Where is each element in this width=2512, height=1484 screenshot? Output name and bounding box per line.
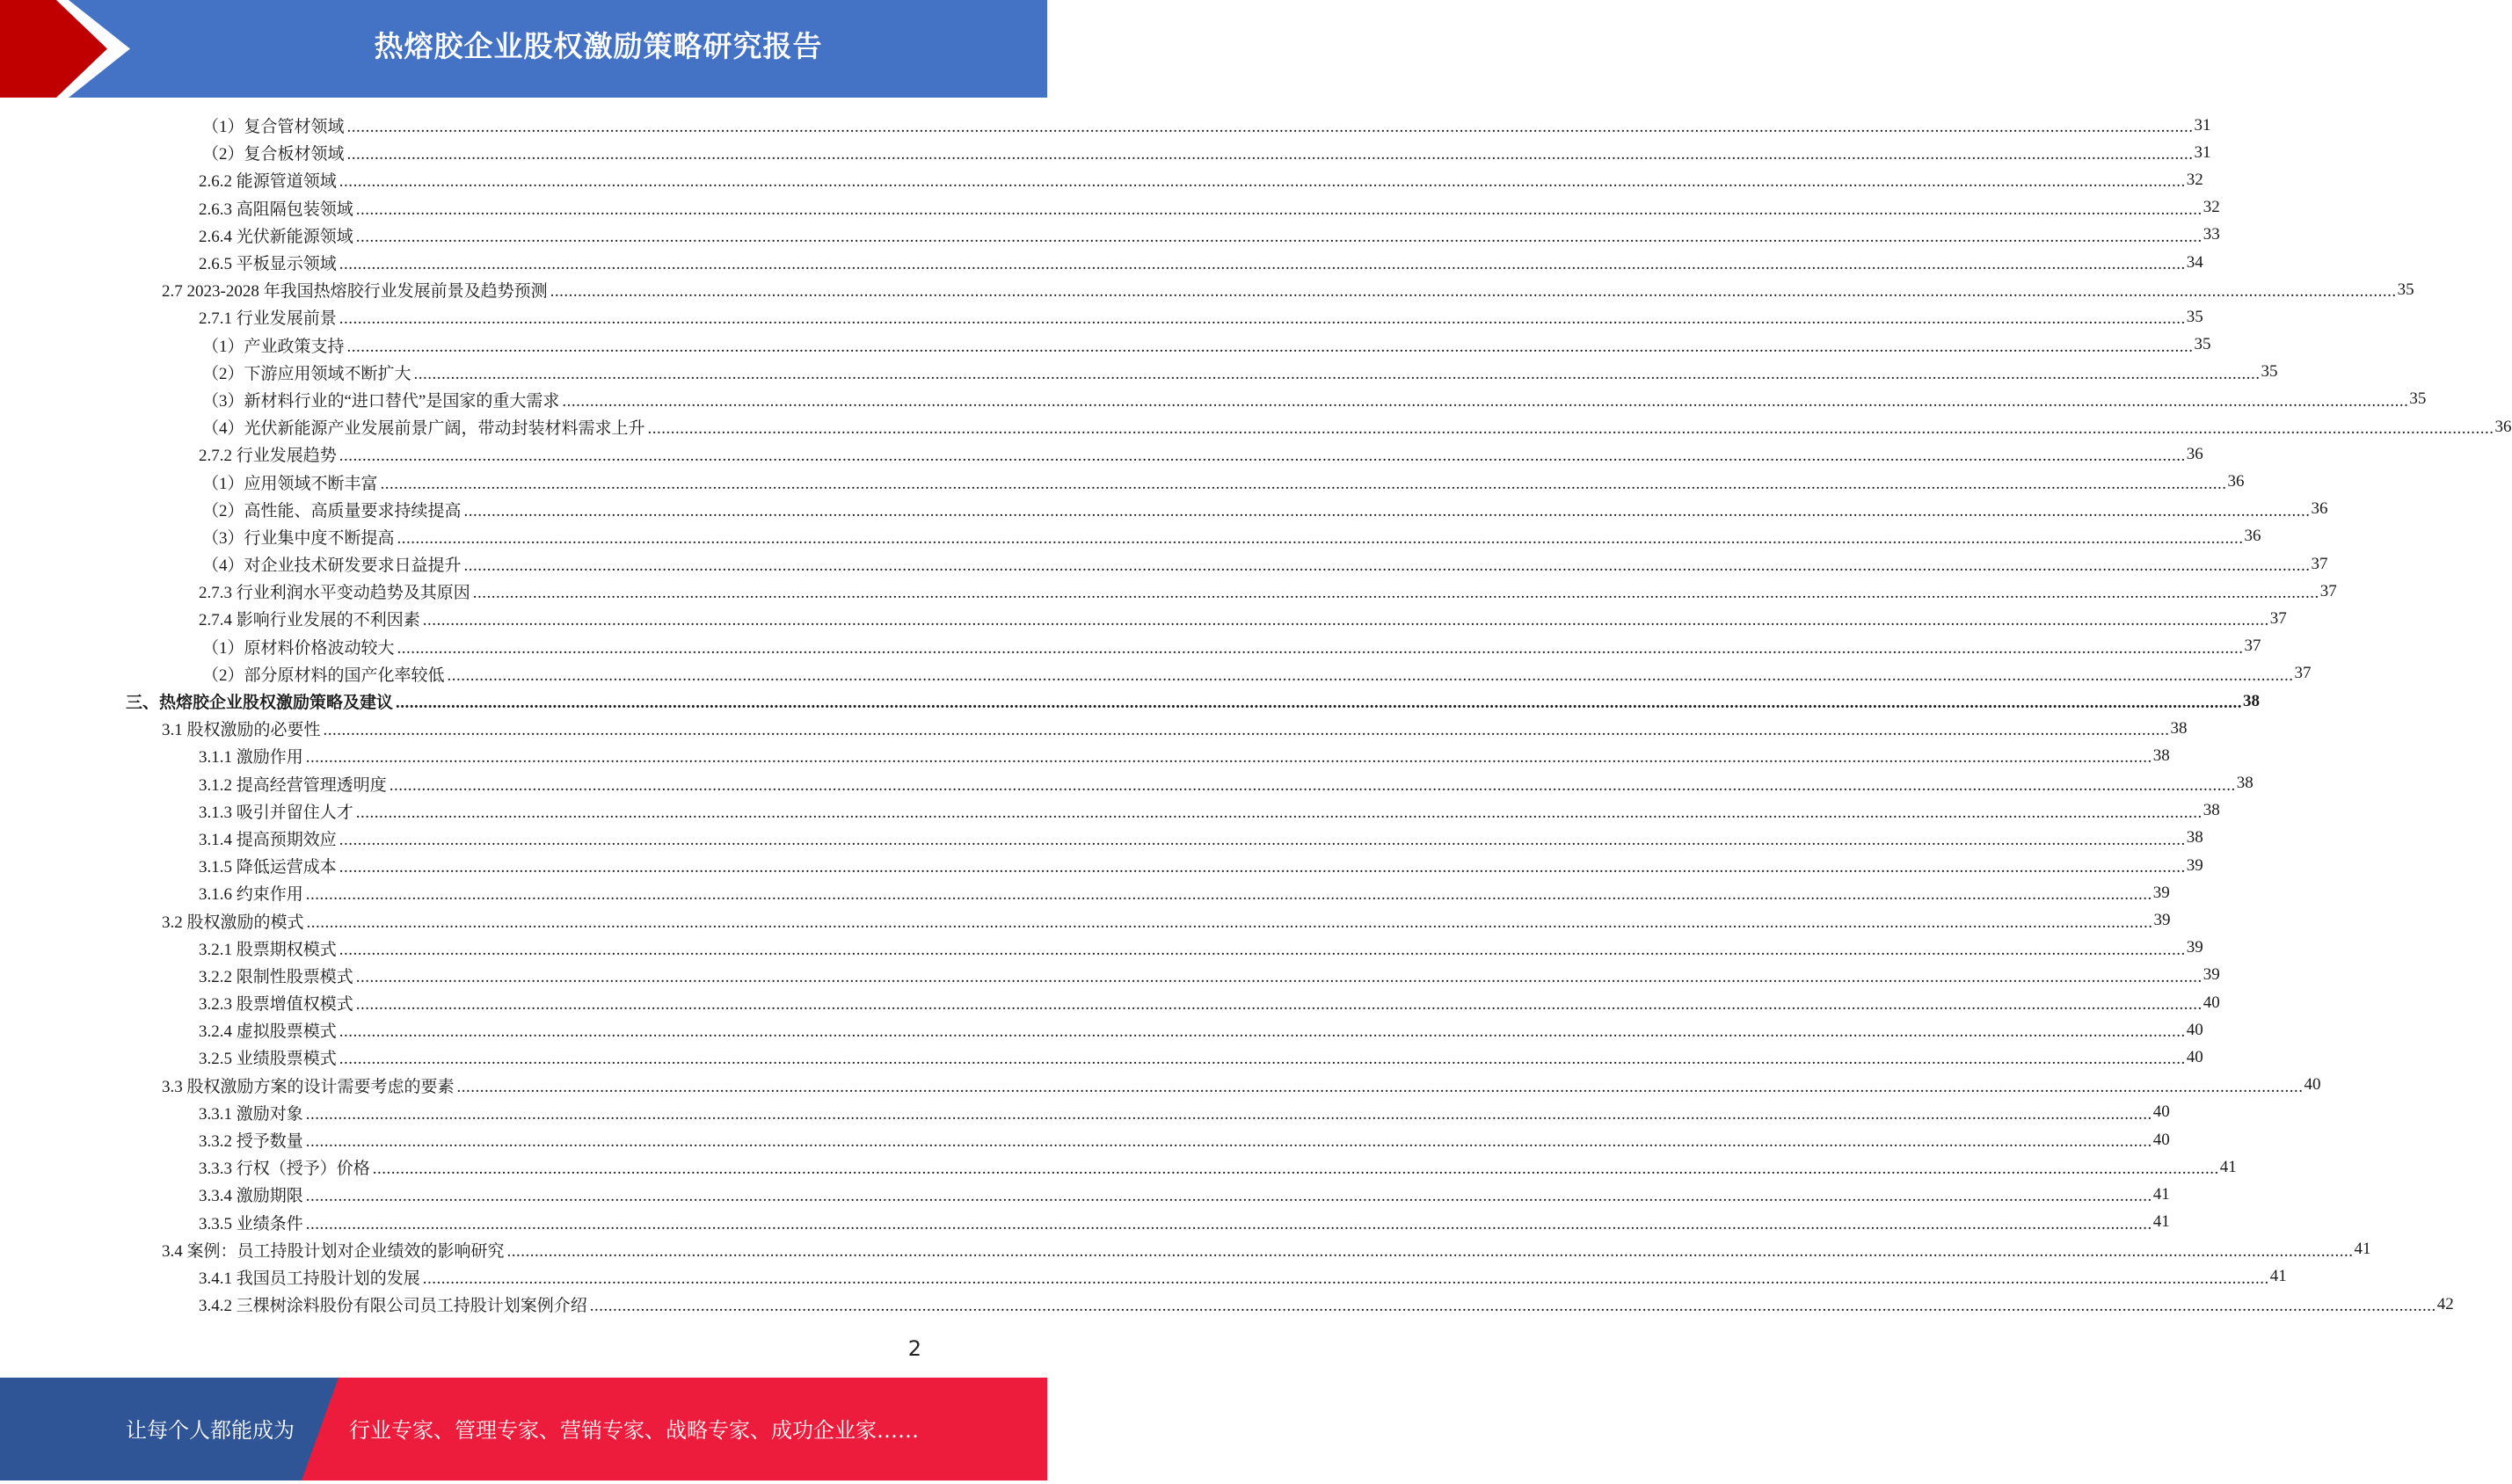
toc-entry[interactable] — [0, 413, 2512, 440]
toc-entry-page: 39 — [2153, 911, 2171, 930]
toc-dot-leader: ................................................................................................................................................................................................................................................................................................................................................................................................................ — [456, 1077, 2304, 1096]
toc-dot-leader: ................................................................................................................................................................................................................................................................................................................................................................................................................ — [305, 1187, 2152, 1206]
toc-entry-page: 37 — [2244, 637, 2261, 656]
toc-entry-title: 2.6.2 能源管道领域 — [199, 172, 337, 192]
toc-entry-title: 3.2.3 股票增值权模式 — [199, 995, 353, 1015]
toc-entry-page: 38 — [2243, 691, 2261, 710]
toc-entry-title: （1）应用领域不断丰富 — [202, 474, 378, 493]
toc-dot-leader: ................................................................................................................................................................................................................................................................................................................................................................................................................ — [389, 775, 2236, 795]
toc-entry[interactable] — [0, 633, 2261, 660]
toc-entry[interactable] — [0, 523, 2261, 550]
toc-entry-page: 39 — [2186, 855, 2203, 875]
toc-entry[interactable] — [0, 1072, 2321, 1099]
toc-entry-page: 41 — [2152, 1212, 2170, 1232]
page-footer — [0, 1378, 1047, 1480]
toc-entry-title: 2.7.2 行业发展趋势 — [199, 447, 337, 466]
toc-entry-page: 40 — [2152, 1130, 2170, 1149]
toc-dot-leader: ................................................................................................................................................................................................................................................................................................................................................................................................................ — [305, 1214, 2152, 1233]
toc-entry-title: 3.1.5 降低运营成本 — [199, 858, 337, 877]
toc-entry-title: （4）对企业技术研发要求日益提升 — [202, 556, 462, 576]
toc-dot-leader: ................................................................................................................................................................................................................................................................................................................................................................................................................ — [447, 666, 2294, 685]
toc-entry-page: 39 — [2203, 965, 2220, 985]
toc-entry-page: 35 — [2409, 389, 2427, 409]
toc-entry-title: 3.4.1 我国员工持股计划的发展 — [199, 1269, 420, 1288]
toc-entry[interactable] — [0, 1263, 2287, 1291]
toc-entry-title: 三、热熔胶企业股权激励策略及建议 — [126, 694, 394, 713]
toc-dot-leader: ................................................................................................................................................................................................................................................................................................................................................................................................................ — [339, 940, 2186, 959]
toc-entry[interactable] — [0, 550, 2328, 578]
toc-entry-page: 39 — [2186, 938, 2203, 957]
toc-dot-leader: ................................................................................................................................................................................................................................................................................................................................................................................................................ — [372, 1160, 2219, 1179]
toc-dot-leader: ................................................................................................................................................................................................................................................................................................................................................................................................................ — [339, 858, 2186, 877]
toc-entry[interactable] — [0, 1181, 2170, 1208]
toc-entry-title: 3.1.4 提高预期效应 — [199, 830, 337, 849]
toc-entry-page: 41 — [2152, 1184, 2170, 1204]
toc-entry[interactable] — [0, 825, 2203, 852]
toc-dot-leader: ................................................................................................................................................................................................................................................................................................................................................................................................................ — [305, 885, 2152, 905]
toc-entry[interactable] — [0, 605, 2287, 632]
toc-dot-leader: ................................................................................................................................................................................................................................................................................................................................................................................................................ — [647, 419, 2494, 439]
toc-entry-page: 36 — [2311, 499, 2328, 519]
toc-entry[interactable] — [0, 687, 2261, 715]
toc-dot-leader: ................................................................................................................................................................................................................................................................................................................................................................................................................ — [463, 501, 2311, 520]
toc-entry[interactable] — [0, 1153, 2237, 1181]
toc-entry-title: 3.3.3 行权（授予）价格 — [199, 1160, 370, 1179]
toc-entry[interactable] — [0, 1236, 2371, 1263]
toc-entry-page: 41 — [2354, 1240, 2371, 1259]
footer-roles: 行业专家、管理专家、营销专家、战略专家、成功企业家…… — [349, 1418, 919, 1443]
toc-entry-page: 40 — [2186, 1047, 2203, 1066]
toc-entry[interactable] — [0, 852, 2203, 879]
toc-dot-leader: ................................................................................................................................................................................................................................................................................................................................................................................................................ — [355, 227, 2203, 246]
toc-dot-leader: ................................................................................................................................................................................................................................................................................................................................................................................................................ — [396, 694, 2243, 713]
toc-entry-page: 38 — [2152, 746, 2170, 765]
toc-entry[interactable] — [0, 1291, 2454, 1318]
toc-entry[interactable] — [0, 1099, 2170, 1126]
report-header — [0, 0, 1047, 98]
toc-entry[interactable] — [0, 166, 2203, 193]
toc-dot-leader: ................................................................................................................................................................................................................................................................................................................................................................................................................ — [339, 1050, 2186, 1069]
toc-entry-page: 37 — [2319, 581, 2337, 600]
toc-entry[interactable] — [0, 222, 2220, 249]
toc-entry[interactable] — [0, 496, 2328, 523]
toc-entry-page: 31 — [2194, 142, 2211, 162]
toc-dot-leader: ................................................................................................................................................................................................................................................................................................................................................................................................................ — [305, 1132, 2152, 1152]
toc-dot-leader: ................................................................................................................................................................................................................................................................................................................................................................................................................ — [346, 118, 2194, 137]
toc-entry-page: 38 — [2186, 828, 2203, 847]
toc-dot-leader: ................................................................................................................................................................................................................................................................................................................................................................................................................ — [463, 556, 2311, 576]
toc-entry-title: 3.4 案例：员工持股计划对企业绩效的影响研究 — [162, 1241, 505, 1261]
toc-entry[interactable] — [0, 1126, 2170, 1153]
toc-dot-leader: ................................................................................................................................................................................................................................................................................................................................................................................................................ — [339, 1022, 2186, 1042]
toc-entry[interactable] — [0, 906, 2171, 934]
toc-entry-title: 3.1.1 激励作用 — [199, 748, 303, 767]
toc-entry[interactable] — [0, 770, 2254, 797]
toc-entry-page: 38 — [2203, 801, 2220, 820]
page-number: 2 — [907, 1336, 921, 1361]
toc-entry-page: 40 — [2203, 993, 2220, 1012]
toc-dot-leader: ................................................................................................................................................................................................................................................................................................................................................................................................................ — [305, 1104, 2152, 1124]
report-title: 热熔胶企业股权激励策略研究报告 — [374, 29, 823, 63]
toc-entry-page: 38 — [2236, 774, 2254, 793]
toc-entry-page: 35 — [2194, 335, 2211, 354]
toc-entry-page: 32 — [2203, 198, 2220, 217]
toc-entry-title: 3.3.2 授予数量 — [199, 1132, 303, 1152]
toc-entry-page: 38 — [2170, 718, 2188, 738]
toc-entry-page: 35 — [2261, 362, 2278, 382]
toc-entry[interactable] — [0, 715, 2188, 742]
toc-entry[interactable] — [0, 249, 2203, 276]
toc-entry-title: 3.2.5 业绩股票模式 — [199, 1050, 337, 1069]
toc-entry-title: 2.6.4 光伏新能源领域 — [199, 227, 353, 246]
toc-entry-page: 35 — [2186, 307, 2203, 326]
toc-entry-page: 35 — [2397, 280, 2414, 299]
toc-entry-title: 3.1 股权激励的必要性 — [162, 721, 321, 740]
toc-entry[interactable] — [0, 1016, 2203, 1044]
toc-entry[interactable] — [0, 440, 2203, 468]
toc-dot-leader: ................................................................................................................................................................................................................................................................................................................................................................................................................ — [305, 748, 2152, 767]
toc-entry[interactable] — [0, 879, 2170, 906]
toc-entry-title: （2）复合板材领域 — [202, 145, 345, 164]
toc-entry[interactable] — [0, 797, 2220, 825]
toc-entry-title: 2.6.3 高阻隔包装领域 — [199, 200, 353, 219]
toc-entry[interactable] — [0, 194, 2220, 222]
toc-entry[interactable] — [0, 1209, 2170, 1236]
toc-entry[interactable] — [0, 359, 2278, 386]
toc-dot-leader: ................................................................................................................................................................................................................................................................................................................................................................................................................ — [323, 721, 2170, 740]
toc-dot-leader: ................................................................................................................................................................................................................................................................................................................................................................................................................ — [355, 803, 2203, 822]
toc-entry-title: 2.7.4 影响行业发展的不利因素 — [199, 611, 420, 630]
toc-dot-leader: ................................................................................................................................................................................................................................................................................................................................................................................................................ — [589, 1297, 2436, 1316]
toc-entry-title: （1）原材料价格波动较大 — [202, 638, 395, 658]
toc-entry[interactable] — [0, 386, 2427, 413]
toc-dot-leader: ................................................................................................................................................................................................................................................................................................................................................................................................................ — [355, 200, 2203, 219]
toc-entry-title: 2.7.3 行业利润水平变动趋势及其原因 — [199, 584, 470, 603]
toc-dot-leader: ................................................................................................................................................................................................................................................................................................................................................................................................................ — [506, 1241, 2354, 1261]
toc-dot-leader: ................................................................................................................................................................................................................................................................................................................................................................................................................ — [346, 145, 2194, 164]
toc-dot-leader: ................................................................................................................................................................................................................................................................................................................................................................................................................ — [472, 584, 2319, 603]
toc-entry-title: 3.1.2 提高经营管理透明度 — [199, 775, 387, 795]
toc-dot-leader: ................................................................................................................................................................................................................................................................................................................................................................................................................ — [562, 391, 2409, 411]
toc-entry-title: （3）行业集中度不断提高 — [202, 528, 395, 548]
toc-dot-leader: ................................................................................................................................................................................................................................................................................................................................................................................................................ — [339, 309, 2186, 329]
toc-dot-leader: ................................................................................................................................................................................................................................................................................................................................................................................................................ — [306, 913, 2153, 932]
toc-entry[interactable] — [0, 1044, 2203, 1071]
toc-entry-page: 31 — [2194, 115, 2211, 135]
toc-entry[interactable] — [0, 112, 2211, 139]
toc-entry-page: 36 — [2227, 472, 2245, 491]
toc-entry-page: 36 — [2494, 417, 2512, 436]
toc-entry-page: 42 — [2436, 1294, 2454, 1313]
table-of-contents — [0, 112, 2512, 1318]
toc-entry-page: 34 — [2186, 252, 2203, 272]
toc-entry-page: 36 — [2186, 444, 2203, 463]
toc-entry-page: 41 — [2219, 1157, 2237, 1176]
toc-entry-page: 40 — [2186, 1020, 2203, 1039]
toc-entry-page: 37 — [2269, 608, 2287, 628]
toc-entry[interactable] — [0, 139, 2211, 166]
toc-dot-leader: ................................................................................................................................................................................................................................................................................................................................................................................................................ — [346, 337, 2194, 356]
toc-entry-title: 3.2.1 股票期权模式 — [199, 940, 337, 959]
header-chevron-icon — [0, 0, 141, 98]
toc-entry-title: 2.6.5 平板显示领域 — [199, 255, 337, 274]
toc-dot-leader: ................................................................................................................................................................................................................................................................................................................................................................................................................ — [339, 830, 2186, 849]
toc-entry[interactable] — [0, 742, 2170, 769]
toc-entry-title: 2.7.1 行业发展前景 — [199, 309, 337, 329]
toc-entry-page: 40 — [2304, 1075, 2321, 1095]
toc-entry-title: （3）新材料行业的“进口替代”是国家的重大需求 — [202, 391, 560, 411]
toc-entry-title: 3.3.1 激励对象 — [199, 1104, 303, 1124]
toc-entry-title: 3.3.5 业绩条件 — [199, 1214, 303, 1233]
toc-dot-leader: ................................................................................................................................................................................................................................................................................................................................................................................................................ — [339, 255, 2186, 274]
toc-entry-title: （1）复合管材领域 — [202, 118, 345, 137]
toc-entry-title: 3.4.2 三棵树涂料股份有限公司员工持股计划案例介绍 — [199, 1297, 587, 1316]
toc-entry-page: 37 — [2294, 664, 2312, 683]
toc-dot-leader: ................................................................................................................................................................................................................................................................................................................................................................................................................ — [422, 1269, 2269, 1288]
toc-entry-title: （2）下游应用领域不断扩大 — [202, 364, 411, 383]
toc-entry[interactable] — [0, 276, 2414, 303]
toc-entry-page: 36 — [2244, 527, 2261, 546]
toc-dot-leader: ................................................................................................................................................................................................................................................................................................................................................................................................................ — [355, 967, 2203, 986]
toc-entry[interactable] — [0, 962, 2220, 989]
toc-dot-leader: ................................................................................................................................................................................................................................................................................................................................................................................................................ — [355, 995, 2203, 1015]
footer-slogan: 让每个人都能成为 — [126, 1418, 295, 1443]
toc-dot-leader: ................................................................................................................................................................................................................................................................................................................................................................................................................ — [380, 474, 2227, 493]
toc-entry-title: （2）部分原材料的国产化率较低 — [202, 666, 445, 685]
toc-entry-page: 33 — [2203, 225, 2220, 244]
toc-entry[interactable] — [0, 331, 2211, 359]
toc-entry-page: 40 — [2152, 1102, 2170, 1122]
toc-entry-title: 3.1.6 约束作用 — [199, 885, 303, 905]
toc-entry[interactable] — [0, 303, 2203, 331]
toc-entry-title: 3.3 股权激励方案的设计需要考虑的要素 — [162, 1077, 455, 1096]
toc-entry[interactable] — [0, 989, 2220, 1016]
toc-entry[interactable] — [0, 578, 2337, 605]
toc-entry-title: （2）高性能、高质量要求持续提高 — [202, 501, 462, 520]
toc-dot-leader: ................................................................................................................................................................................................................................................................................................................................................................................................................ — [422, 611, 2269, 630]
toc-entry-title: 3.2 股权激励的模式 — [162, 913, 304, 932]
toc-entry-page: 41 — [2269, 1267, 2287, 1286]
toc-dot-leader: ................................................................................................................................................................................................................................................................................................................................................................................................................ — [339, 447, 2186, 466]
toc-dot-leader: ................................................................................................................................................................................................................................................................................................................................................................................................................ — [413, 364, 2261, 383]
toc-entry-page: 39 — [2152, 883, 2170, 902]
toc-entry-title: 3.3.4 激励期限 — [199, 1187, 303, 1206]
toc-entry[interactable] — [0, 935, 2203, 962]
toc-entry-title: 3.1.3 吸引并留住人才 — [199, 803, 353, 822]
toc-entry-title: 2.7 2023-2028 年我国热熔胶行业发展前景及趋势预测 — [162, 282, 548, 302]
toc-entry-title: （1）产业政策支持 — [202, 337, 345, 356]
toc-entry-page: 32 — [2186, 170, 2203, 189]
toc-dot-leader: ................................................................................................................................................................................................................................................................................................................................................................................................................ — [339, 172, 2186, 192]
toc-entry[interactable] — [0, 468, 2245, 495]
toc-dot-leader: ................................................................................................................................................................................................................................................................................................................................................................................................................ — [550, 282, 2397, 302]
toc-entry-title: （4）光伏新能源产业发展前景广阔，带动封装材料需求上升 — [202, 419, 645, 439]
toc-dot-leader: ................................................................................................................................................................................................................................................................................................................................................................................................................ — [397, 638, 2244, 658]
toc-entry-page: 37 — [2311, 554, 2328, 573]
toc-entry-title: 3.2.2 限制性股票模式 — [199, 967, 353, 986]
toc-entry[interactable] — [0, 660, 2312, 687]
toc-entry-title: 3.2.4 虚拟股票模式 — [199, 1022, 337, 1042]
toc-dot-leader: ................................................................................................................................................................................................................................................................................................................................................................................................................ — [397, 528, 2244, 548]
